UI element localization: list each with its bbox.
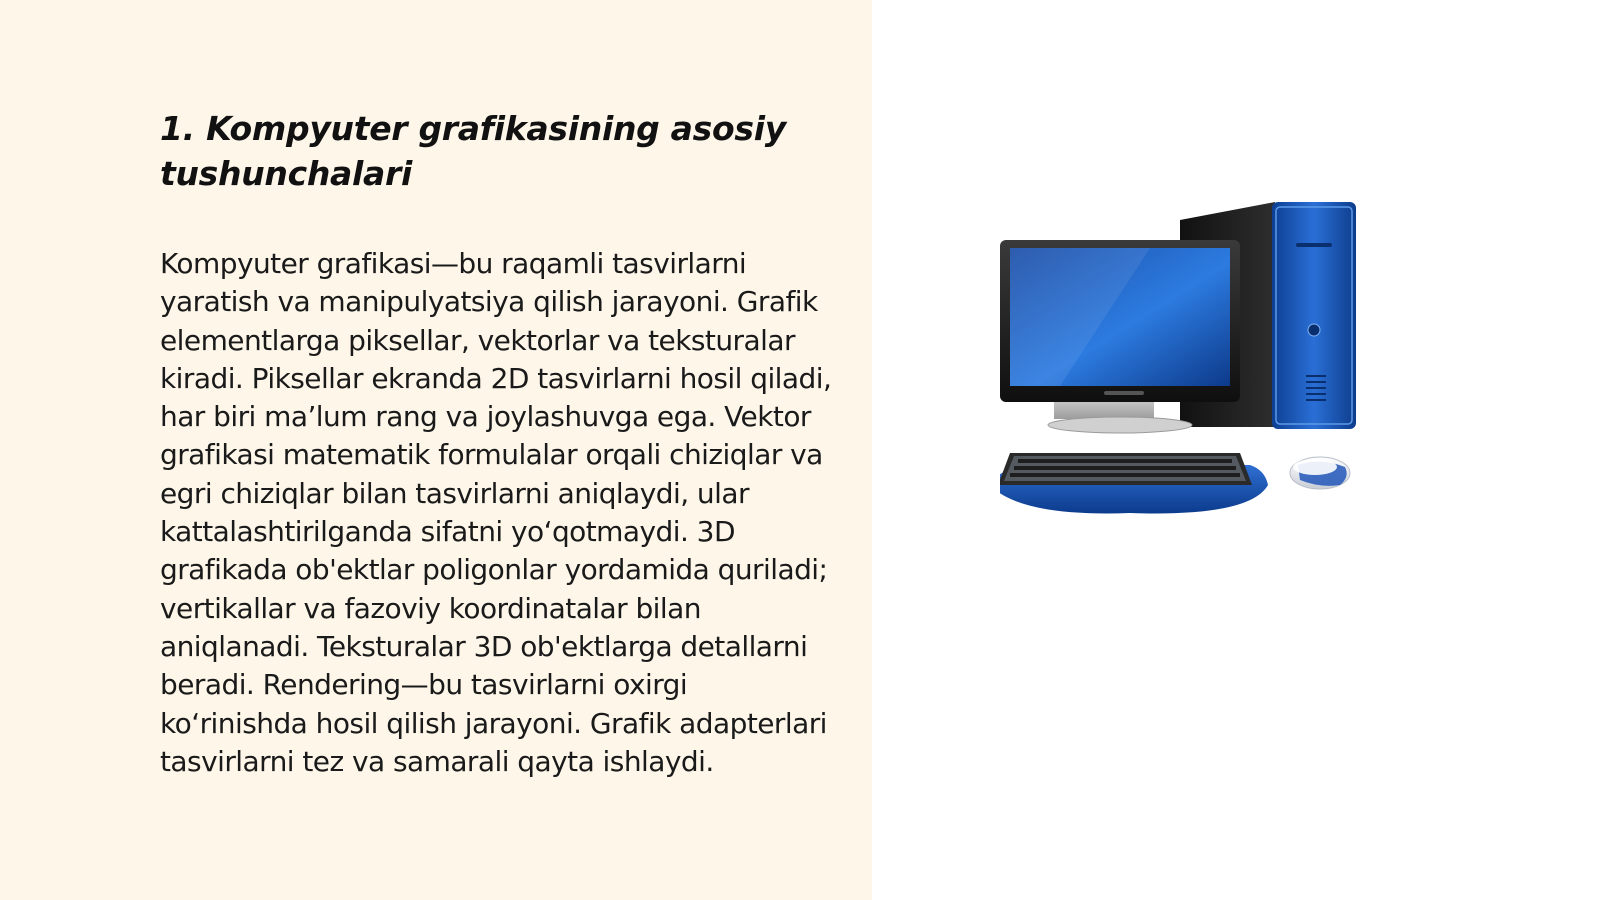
desktop-computer-icon	[1000, 195, 1390, 540]
mouse	[1290, 457, 1350, 489]
slide-body-text: Kompyuter grafikasi—bu raqamli tasvirlarni yaratish va manipulyatsiya qilish jarayoni. Grafik elementlarga piksellar, vektorlar va teksturalar kiradi. Piksellar ekranda 2D tasvirlarni hosil qiladi, har biri ma’lum rang va joylashuvga ega. Vektor grafikasi matematik formulalar orqali chiziqlar va egri chiziqlar bilan tasvirlarni aniqlaydi, ular kattalashtirilganda sifatni yo‘qotmaydi. 3D grafikada ob'ektlar poligonlar yordamida quriladi; vertikallar va fazoviy koordinatalar bilan aniqlanadi. Teksturalar 3D ob'ektlarga detallarni beradi. Rendering—bu tasvirlarni oxirgi ko‘rinishda hosil qilish jarayoni. Grafik adapterlari tasvirlarni tez va samarali qayta ishlaydi.	[160, 247, 832, 778]
keyboard	[1000, 453, 1268, 513]
slide-title: 1. Kompyuter grafikasining asosiy tushunchalari	[160, 109, 786, 193]
